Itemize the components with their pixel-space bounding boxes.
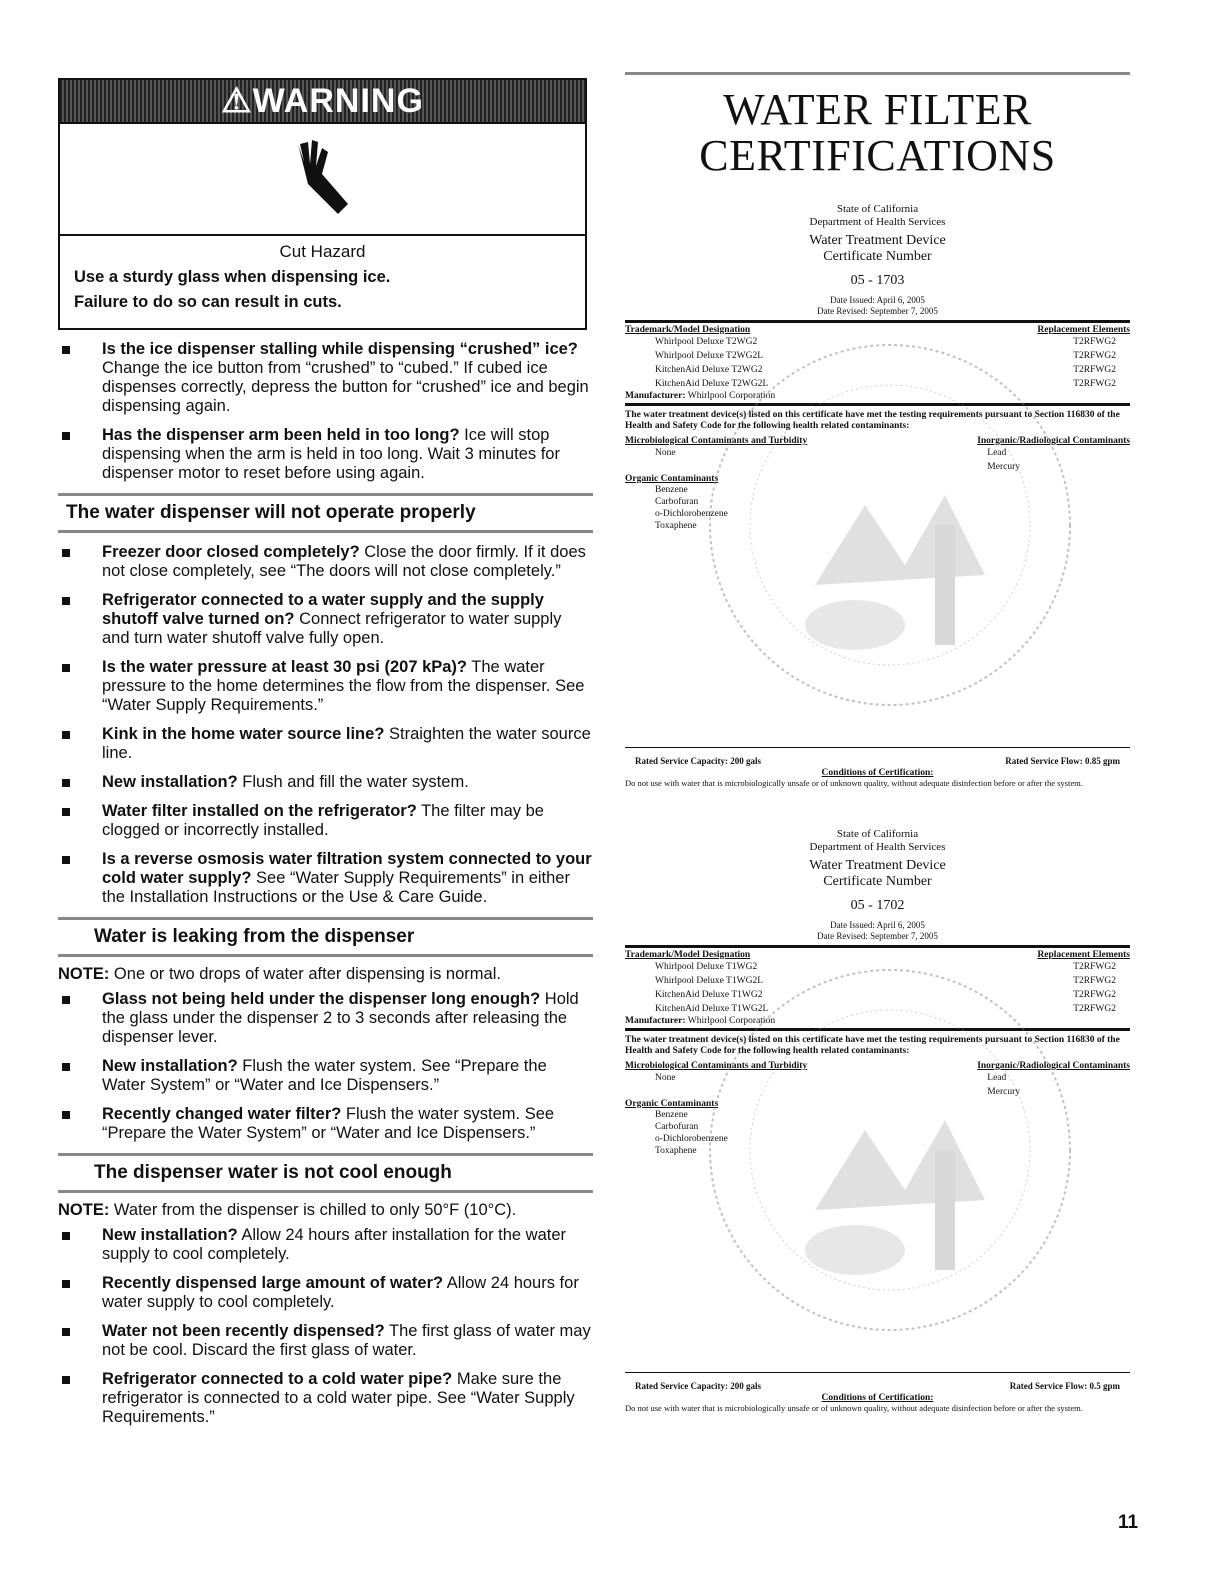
rated-flow: Rated Service Flow: 0.85 gpm xyxy=(1005,756,1120,766)
certificate-header xyxy=(625,828,1130,942)
warning-box xyxy=(58,78,587,330)
org-label: Organic Contaminants xyxy=(625,474,719,484)
warning-line-2: Failure to do so can result in cuts. xyxy=(74,293,342,311)
inorg-label: Inorganic/Radiological Contaminants xyxy=(977,1061,1130,1071)
divider xyxy=(625,320,1130,323)
left-column xyxy=(58,78,593,1437)
list-item: Is the water pressure at least 30 psi (207 kPa)? The water pressure to the home determines the flow from the dispenser. See “Water Supply Requirements.” xyxy=(58,658,593,715)
page-title xyxy=(625,87,1130,179)
rated-capacity: Rated Service Capacity: 200 gals xyxy=(635,756,761,766)
inorg-label: Inorganic/Radiological Contaminants xyxy=(977,436,1130,446)
list-item: Freezer door closed completely? Close the door firmly. If it does not close completely, see “The doors will not close completely.” xyxy=(58,543,593,581)
cert-dept: Department of Health Services xyxy=(809,841,946,853)
list-item: Is a reverse osmosis water filtration system connected to your cold water supply? See “Water Supply Requirements” in either the Installation Instructions or the Use & Care Guide. xyxy=(58,850,593,907)
cert-device: Water Treatment Device xyxy=(809,858,946,873)
page-title-line-1: WATER FILTER xyxy=(723,85,1032,134)
list-item: New installation? Flush and fill the water system. xyxy=(58,773,593,792)
org-list: Benzene Carbofuran o-Dichlorobenzene Toxaphene xyxy=(655,1110,728,1156)
warning-text xyxy=(60,236,585,328)
cert-issued: Date Issued: April 6, 2005 xyxy=(830,295,925,305)
page-title-line-2: CERTIFICATIONS xyxy=(699,131,1056,180)
warning-line-1: Use a sturdy glass when dispensing ice. xyxy=(74,268,391,286)
section-heading-not-cool: The dispenser water is not cool enough xyxy=(58,1153,593,1193)
model-list: Whirlpool Deluxe T1WG2 Whirlpool Deluxe T1WG2L KitchenAid Deluxe T1WG2 KitchenAid Deluxe T1WG2L xyxy=(655,962,769,1014)
model-list: Whirlpool Deluxe T2WG2 Whirlpool Deluxe T2WG2L KitchenAid Deluxe T2WG2 KitchenAid Deluxe T2WG2L xyxy=(655,337,769,389)
cert-statement: The water treatment device(s) listed on this certificate have met the testing requirements pursuant to Section 116830 of the Health and Safety Code for the following health related contaminants: xyxy=(625,1035,1120,1056)
col-model-label: Trademark/Model Designation xyxy=(625,950,751,960)
certificate-header xyxy=(625,203,1130,317)
warning-banner-text: WARNING xyxy=(252,81,424,120)
warning-banner xyxy=(60,80,585,124)
rated-capacity: Rated Service Capacity: 200 gals xyxy=(635,1381,761,1391)
section-heading-leaking: Water is leaking from the dispenser xyxy=(58,917,593,957)
list-item: Water filter installed on the refrigerator? The filter may be clogged or incorrectly installed. xyxy=(58,802,593,840)
cert-label: Certificate Number xyxy=(823,874,932,889)
leaking-list xyxy=(58,990,593,1143)
conditions-label: Conditions of Certification: xyxy=(821,768,934,778)
cert-dept: Department of Health Services xyxy=(809,216,946,228)
not-operate-list xyxy=(58,543,593,907)
micro-item: None xyxy=(655,1073,676,1083)
col-repl-label: Replacement Elements xyxy=(1037,950,1130,960)
manufacturer: Manufacturer: Whirlpool Corporation xyxy=(625,391,776,401)
cut-hand-icon xyxy=(278,134,368,224)
not-cool-list xyxy=(58,1226,593,1427)
repl-list: T2RFWG2 T2RFWG2 T2RFWG2 T2RFWG2 xyxy=(1073,962,1116,1014)
list-item: Water not been recently dispensed? The first glass of water may not be cool. Discard the first glass of water. xyxy=(58,1322,593,1360)
list-item: New installation? Allow 24 hours after installation for the water supply to cool completely. xyxy=(58,1226,593,1264)
right-column xyxy=(625,72,1130,1413)
list-item: Glass not being held under the dispenser long enough? Hold the glass under the dispenser 2 to 3 seconds after releasing the dispenser lever. xyxy=(58,990,593,1047)
conditions-text: Do not use with water that is microbiologically unsafe or of unknown quality, without adequate disinfection before or after the system. xyxy=(625,778,1083,788)
conditions-text: Do not use with water that is microbiologically unsafe or of unknown quality, without adequate disinfection before or after the system. xyxy=(625,1403,1083,1413)
top-rule xyxy=(625,72,1130,75)
list-item: Has the dispenser arm been held in too long? Ice will stop dispensing when the arm is held in too long. Wait 3 minutes for dispenser motor to reset before using again. xyxy=(58,426,593,483)
list-item: New installation? Flush the water system. See “Prepare the Water System” or “Water and Ice Dispensers.” xyxy=(58,1057,593,1095)
divider xyxy=(625,945,1130,948)
micro-item: None xyxy=(655,448,676,458)
certificate-1 xyxy=(625,203,1130,788)
org-list: Benzene Carbofuran o-Dichlorobenzene Toxaphene xyxy=(655,485,728,531)
cut-hazard-area xyxy=(60,124,585,236)
rated-service xyxy=(625,756,1130,766)
cert-state: State of California xyxy=(836,828,919,840)
cert-statement: The water treatment device(s) listed on this certificate have met the testing requirements pursuant to Section 116830 of the Health and Safety Code for the following health related contaminants: xyxy=(625,410,1120,431)
list-item: Recently changed water filter? Flush the water system. See “Prepare the Water System” or “Water and Ice Dispensers.” xyxy=(58,1105,593,1143)
rated-service xyxy=(625,1381,1130,1391)
list-item: Refrigerator connected to a water supply and the supply shutoff valve turned on? Connect refrigerator to water supply and turn water shutoff valve fully open. xyxy=(58,591,593,648)
certificate-body: Trademark/Model Designation Replacement Elements Whirlpool Deluxe T1WG2 Whirlpool Deluxe T1WG2L KitchenAid Deluxe T1WG2 KitchenAid Deluxe T1WG2L T2RFWG2 T2RFWG2 T2RFWG2 T2RFWG2 Manufacturer: Whirlpool Corporation The water treatment device(s) listed on this certificate have met the testing requirements pursuant to Section 116830 of the Health and Safety Code for the following health related contaminants: Microbiological Contaminants and Turbidity Inorganic/Radiological Contaminants None Lead Mercury Organic Contaminants Benzene Carbofuran o-Dichlorobenzene Toxaphene Rated Service Capacity: 200 gals Rated Service Flow: 0.5 gpm Conditions of Certification: Do not use with water that is microbiologically unsafe or of unknown quality, without adequate disinfection before or after the system. xyxy=(625,950,1130,1413)
cert-revised: Date Revised: September 7, 2005 xyxy=(817,306,938,316)
warning-hazard-title: Cut Hazard xyxy=(279,242,366,261)
cert-issued: Date Issued: April 6, 2005 xyxy=(830,920,925,930)
cert-number: 05 - 1703 xyxy=(850,273,905,288)
list-item: Refrigerator connected to a cold water pipe? Make sure the refrigerator is connected to a cold water pipe. See “Water Supply Requirements.” xyxy=(58,1370,593,1427)
cert-revised: Date Revised: September 7, 2005 xyxy=(817,931,938,941)
repl-list: T2RFWG2 T2RFWG2 T2RFWG2 T2RFWG2 xyxy=(1073,337,1116,389)
california-seal-icon xyxy=(705,950,1075,1350)
ice-dispenser-list xyxy=(58,340,593,483)
not-cool-note: NOTE: Water from the dispenser is chilled to only 50°F (10°C). xyxy=(58,1201,517,1219)
california-seal-icon xyxy=(705,325,1075,725)
page-number: 11 xyxy=(1118,1512,1139,1533)
cert-device: Water Treatment Device xyxy=(809,233,946,248)
org-label: Organic Contaminants xyxy=(625,1099,719,1109)
manufacturer: Manufacturer: Whirlpool Corporation xyxy=(625,1016,776,1026)
rated-flow: Rated Service Flow: 0.5 gpm xyxy=(1009,1381,1120,1391)
list-item: Is the ice dispenser stalling while dispensing “crushed” ice? Change the ice button from “crushed” to “cubed.” If cubed ice dispenses correctly, depress the button for “crushed” ice and begin dispensing again. xyxy=(58,340,593,416)
col-repl-label: Replacement Elements xyxy=(1037,325,1130,335)
leaking-note: NOTE: One or two drops of water after dispensing is normal. xyxy=(58,965,501,983)
micro-label: Microbiological Contaminants and Turbidity xyxy=(625,436,808,446)
conditions-label: Conditions of Certification: xyxy=(821,1393,934,1403)
cert-state: State of California xyxy=(836,203,919,215)
col-model-label: Trademark/Model Designation xyxy=(625,325,751,335)
list-item: Kink in the home water source line? Straighten the water source line. xyxy=(58,725,593,763)
section-heading-not-operate: The water dispenser will not operate properly xyxy=(58,493,593,533)
certificate-body: Trademark/Model Designation Replacement Elements Whirlpool Deluxe T2WG2 Whirlpool Deluxe T2WG2L KitchenAid Deluxe T2WG2 KitchenAid Deluxe T2WG2L T2RFWG2 T2RFWG2 T2RFWG2 T2RFWG2 Manufacturer: Whirlpool Corporation The water treatment device(s) listed on this certificate have met the testing requirements pursuant to Section 116830 of the Health and Safety Code for the following health related contaminants: Microbiological Contaminants and Turbidity Inorganic/Radiological Contaminants None Lead Mercury Organic Contaminants Benzene Carbofuran o-Dichlorobenzene Toxaphene Rated Service Capacity: 200 gals Rated Service Flow: 0.85 gpm Conditions of Certification: Do not use with water that is microbiologically unsafe or of unknown quality, without adequate disinfection before or after the system. xyxy=(625,325,1130,788)
warning-triangle-icon: ⚠ xyxy=(221,82,253,120)
cert-label: Certificate Number xyxy=(823,249,932,264)
certificate-2 xyxy=(625,828,1130,1413)
micro-label: Microbiological Contaminants and Turbidity xyxy=(625,1061,808,1071)
cert-number: 05 - 1702 xyxy=(850,898,905,913)
list-item: Recently dispensed large amount of water? Allow 24 hours for water supply to cool completely. xyxy=(58,1274,593,1312)
